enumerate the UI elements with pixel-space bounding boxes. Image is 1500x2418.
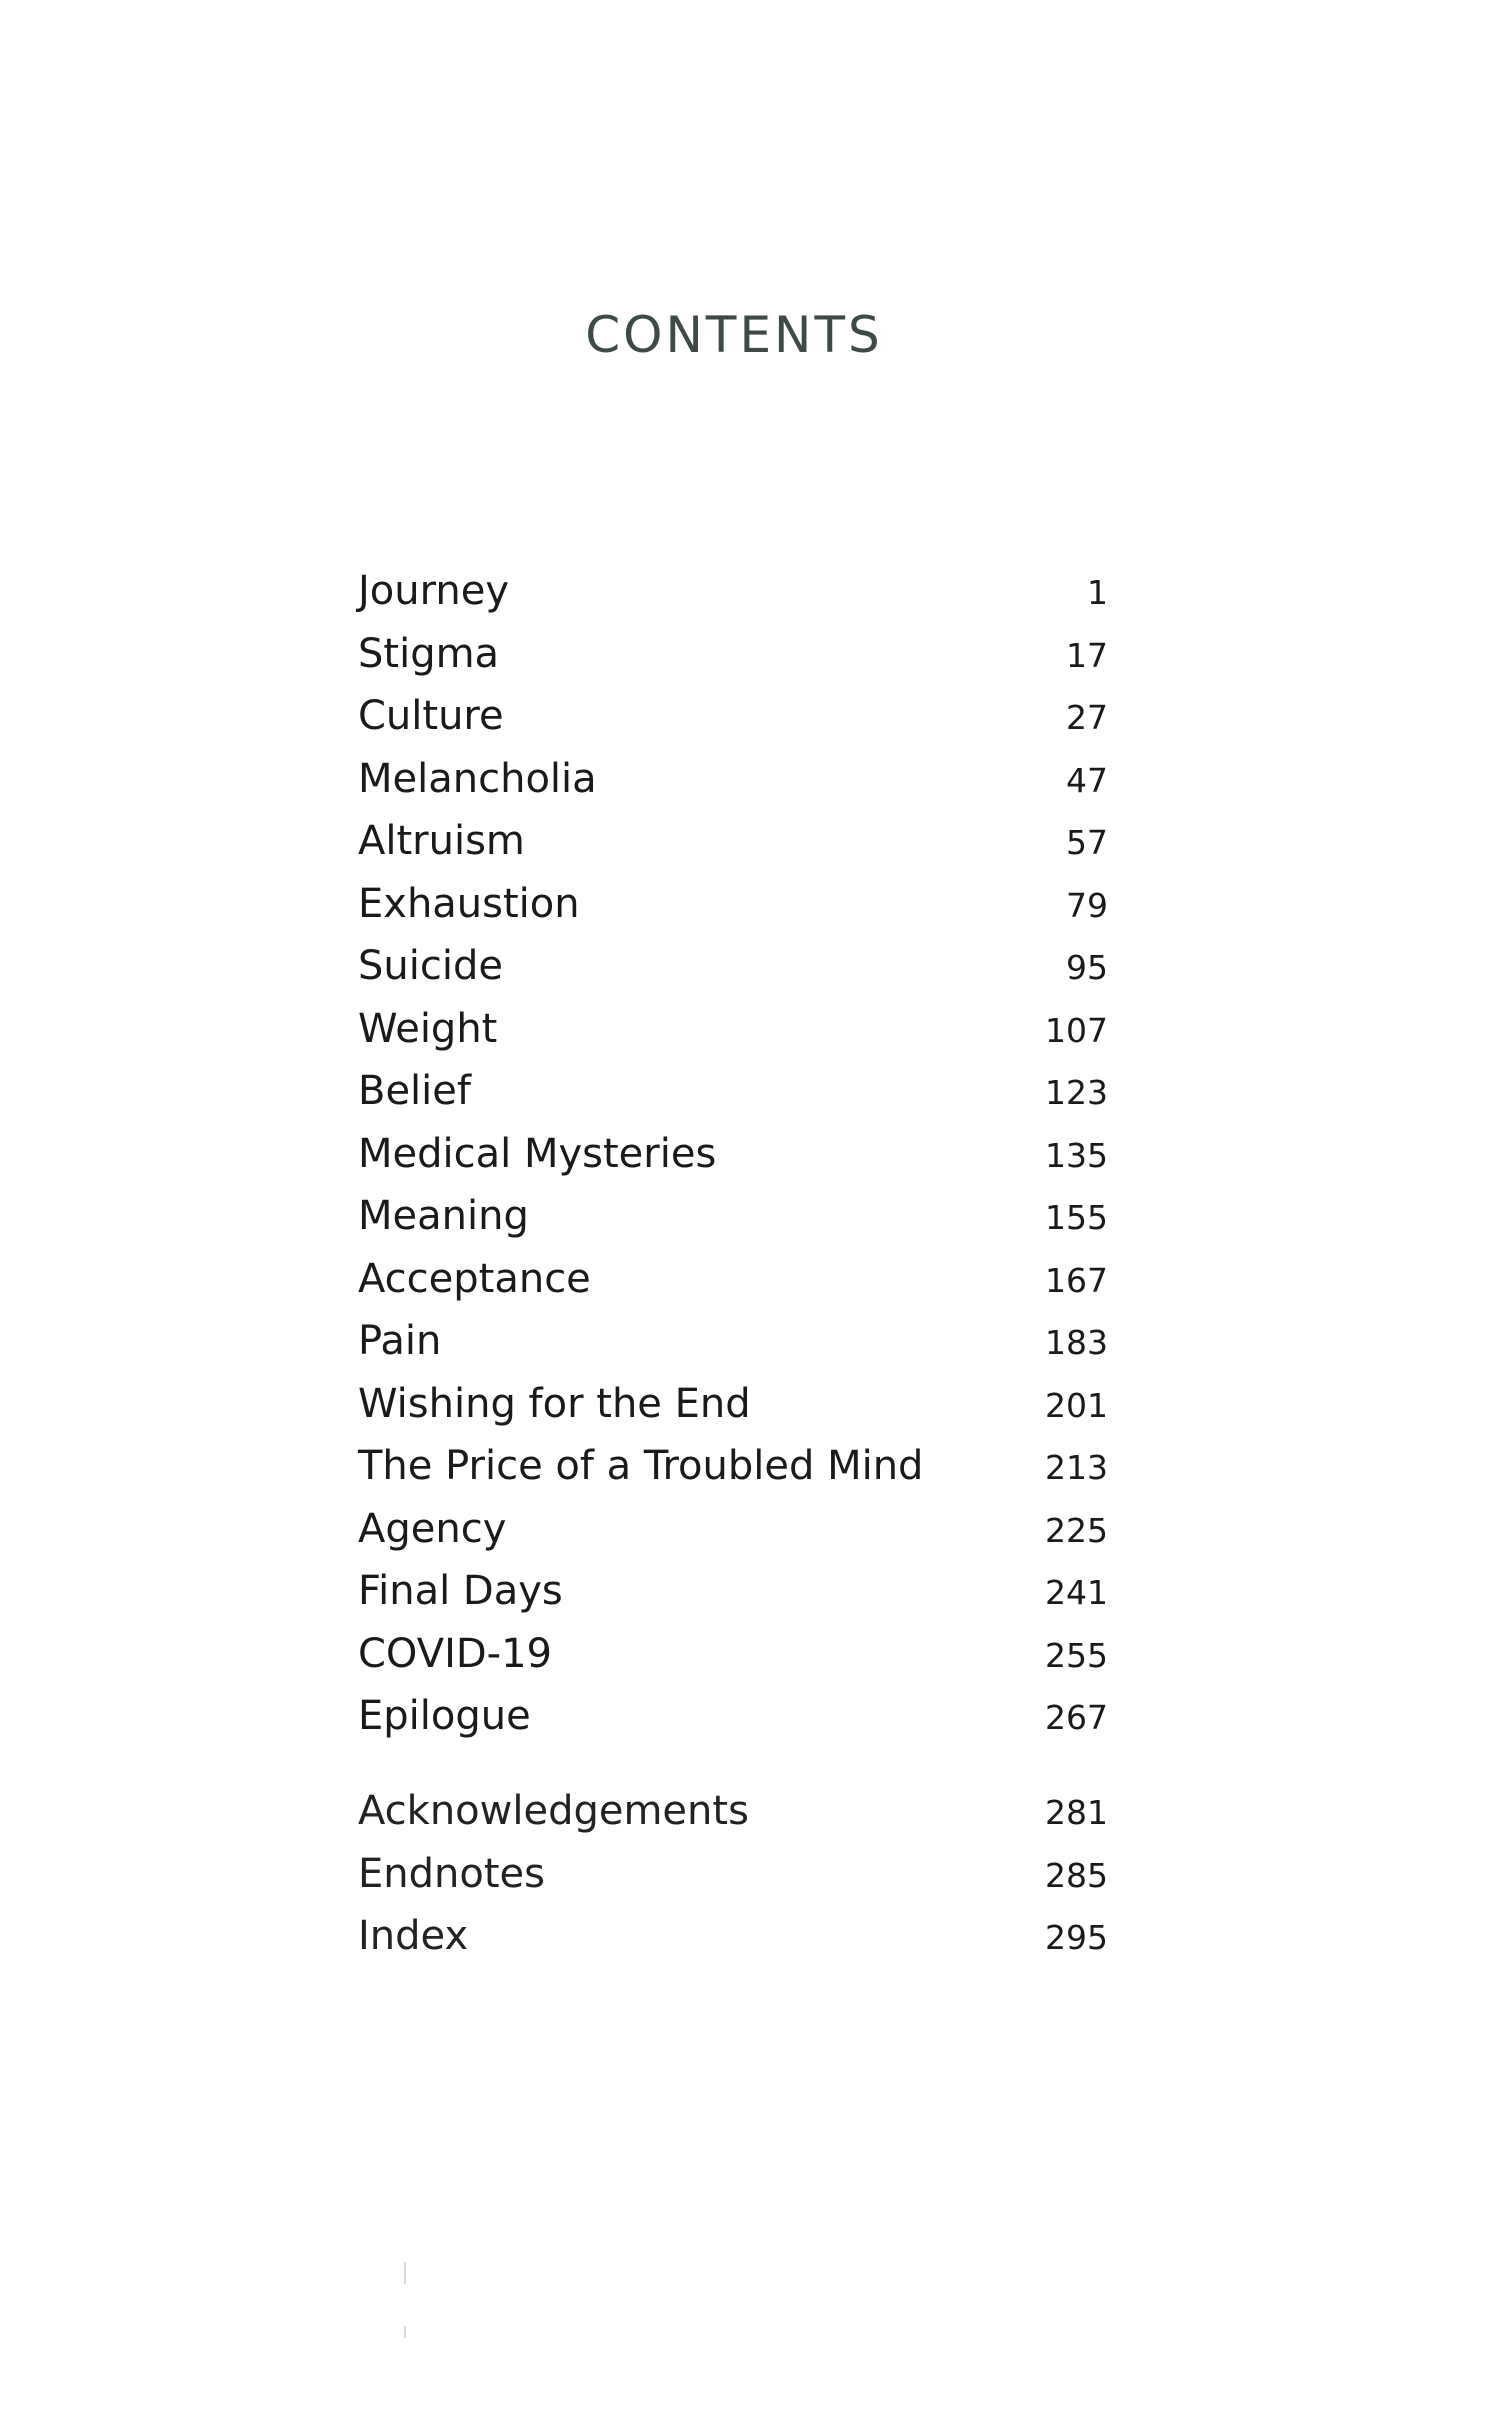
page-number: 155 [1045, 1198, 1108, 1237]
chapter-title: Acceptance [358, 1255, 591, 1302]
toc-entry[interactable] [358, 1373, 1108, 1436]
toc-entry[interactable] [358, 1905, 1108, 1968]
back-matter-list [358, 1780, 1108, 1968]
page-number: 281 [1045, 1793, 1108, 1832]
page-title: CONTENTS [585, 306, 883, 364]
page-number: 95 [1066, 948, 1108, 987]
page-number: 213 [1045, 1448, 1108, 1487]
chapter-list [358, 560, 1108, 1748]
page-number: 183 [1045, 1323, 1108, 1362]
page-number: 57 [1066, 823, 1108, 862]
back-matter-title: Index [358, 1913, 469, 1959]
back-matter-title: Endnotes [358, 1850, 545, 1897]
chapter-title: Altruism [358, 818, 525, 864]
chapter-title: The Price of a Troubled Mind [358, 1443, 924, 1489]
chapter-title: Wishing for the End [358, 1380, 751, 1427]
chapter-title: Melancholia [358, 755, 597, 802]
chapter-title: Pain [358, 1318, 442, 1364]
toc-entry[interactable] [358, 1060, 1108, 1123]
toc-entry[interactable] [358, 1623, 1108, 1686]
scan-speck [404, 2326, 406, 2338]
toc-entry[interactable] [358, 1435, 1108, 1498]
chapter-title: Stigma [358, 630, 500, 677]
toc-entry[interactable] [358, 1310, 1108, 1373]
chapter-title: COVID-19 [358, 1630, 553, 1677]
page-number: 285 [1045, 1855, 1108, 1895]
toc-entry[interactable] [358, 685, 1108, 748]
toc-entry[interactable] [358, 1843, 1108, 1906]
chapter-title: Belief [358, 1068, 471, 1114]
page-number: 201 [1045, 1385, 1108, 1425]
page-number: 295 [1045, 1918, 1108, 1957]
page-number: 225 [1045, 1510, 1108, 1550]
toc-entry[interactable] [358, 1560, 1108, 1623]
toc-entry[interactable] [358, 873, 1108, 936]
toc-entry[interactable] [358, 1185, 1108, 1248]
page-number: 107 [1045, 1010, 1108, 1050]
back-matter-title: Acknowledgements [358, 1788, 749, 1834]
chapter-title: Medical Mysteries [358, 1130, 717, 1177]
chapter-title: Epilogue [358, 1693, 531, 1739]
toc-entry[interactable] [358, 560, 1108, 623]
page-number: 1 [1087, 573, 1108, 612]
page-number: 27 [1066, 698, 1108, 737]
page-number: 167 [1045, 1260, 1108, 1300]
toc-entry[interactable] [358, 623, 1108, 686]
toc-entry[interactable] [358, 1780, 1108, 1843]
toc-entry[interactable] [358, 1498, 1108, 1561]
page-number: 17 [1066, 635, 1108, 675]
page-number: 123 [1045, 1073, 1108, 1112]
page-number: 79 [1066, 885, 1108, 925]
chapter-title: Agency [358, 1505, 507, 1552]
chapter-title: Suicide [358, 943, 503, 989]
scan-speck [404, 2262, 406, 2284]
toc-entry[interactable] [358, 810, 1108, 873]
page-number: 241 [1045, 1573, 1108, 1612]
page-number: 47 [1066, 760, 1108, 800]
toc-entry[interactable] [358, 1248, 1108, 1311]
page-number: 255 [1045, 1635, 1108, 1675]
chapter-title: Culture [358, 693, 504, 739]
chapter-title: Journey [358, 568, 509, 614]
toc-entry[interactable] [358, 1685, 1108, 1748]
page-number: 135 [1045, 1135, 1108, 1175]
toc-entry[interactable] [358, 748, 1108, 811]
chapter-title: Meaning [358, 1193, 529, 1239]
chapter-title: Final Days [358, 1568, 563, 1614]
toc-entry[interactable] [358, 935, 1108, 998]
page-number: 267 [1045, 1698, 1108, 1737]
toc-entry[interactable] [358, 1123, 1108, 1186]
toc-entry[interactable] [358, 998, 1108, 1061]
chapter-title: Exhaustion [358, 880, 580, 927]
chapter-title: Weight [358, 1005, 498, 1052]
